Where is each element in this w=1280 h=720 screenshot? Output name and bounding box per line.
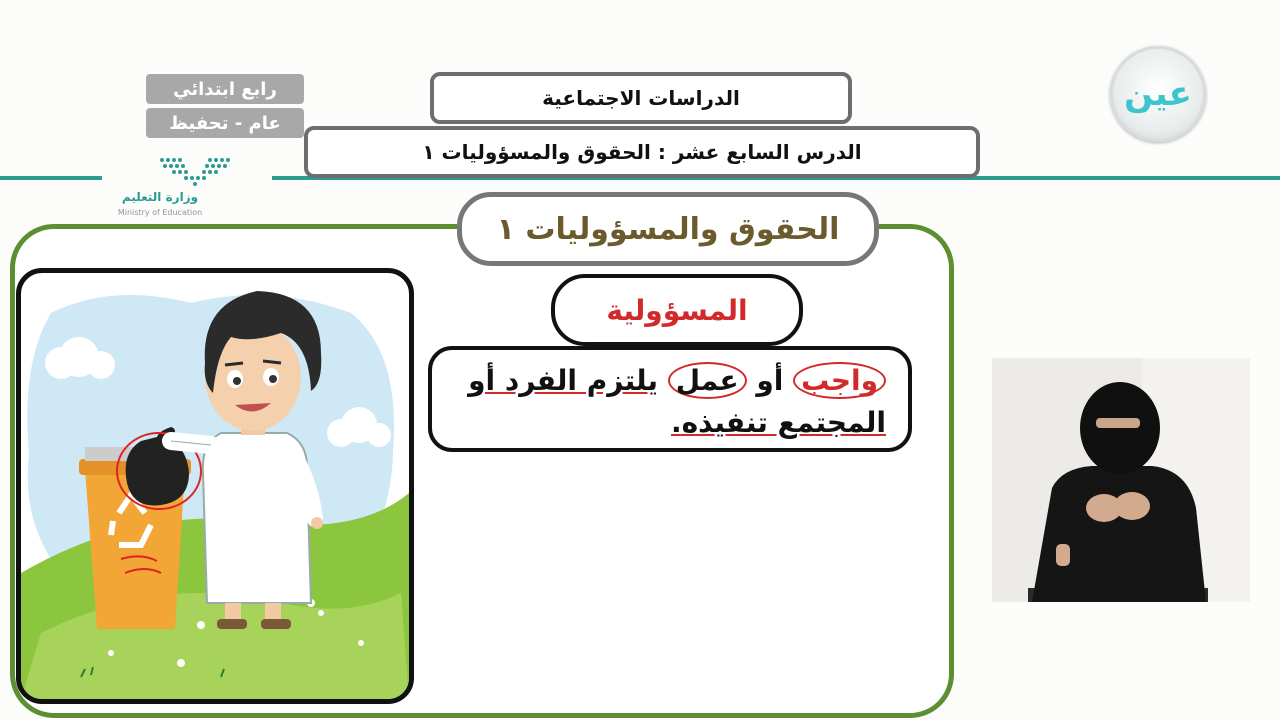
ministry-logo-icon xyxy=(152,154,244,190)
subject-title: الدراسات الاجتماعية xyxy=(430,72,852,124)
definition-word-work: عمل xyxy=(668,362,747,399)
slide-title: الحقوق والمسؤوليات ١ xyxy=(457,192,879,266)
definition-word-or: أو xyxy=(756,364,784,397)
term-label: المسؤولية xyxy=(551,274,803,346)
definition-line2: المجتمع تنفيذه. xyxy=(670,406,886,439)
channel-logo-icon: عين xyxy=(1124,74,1192,114)
definition-line1-rest: يلتزم الفرد أو xyxy=(468,364,659,397)
grade-track-badge: عام - تحفيظ xyxy=(146,108,304,138)
ministry-logo xyxy=(108,150,212,220)
definition-box xyxy=(428,346,912,452)
definition-word-duty: واجب xyxy=(793,362,886,399)
grade-level-badge: رابع ابتدائي xyxy=(146,74,304,104)
ministry-name-en: Ministry of Education xyxy=(117,208,203,217)
header-divider-left xyxy=(0,176,102,180)
illustration-boy-recycling xyxy=(16,268,414,704)
sign-language-video xyxy=(992,358,1250,602)
channel-logo xyxy=(1110,46,1206,142)
lesson-title: الدرس السابع عشر : الحقوق والمسؤوليات ١ xyxy=(304,126,980,178)
definition-text xyxy=(446,360,886,444)
ministry-name-ar: وزارة التعليم xyxy=(121,190,199,204)
